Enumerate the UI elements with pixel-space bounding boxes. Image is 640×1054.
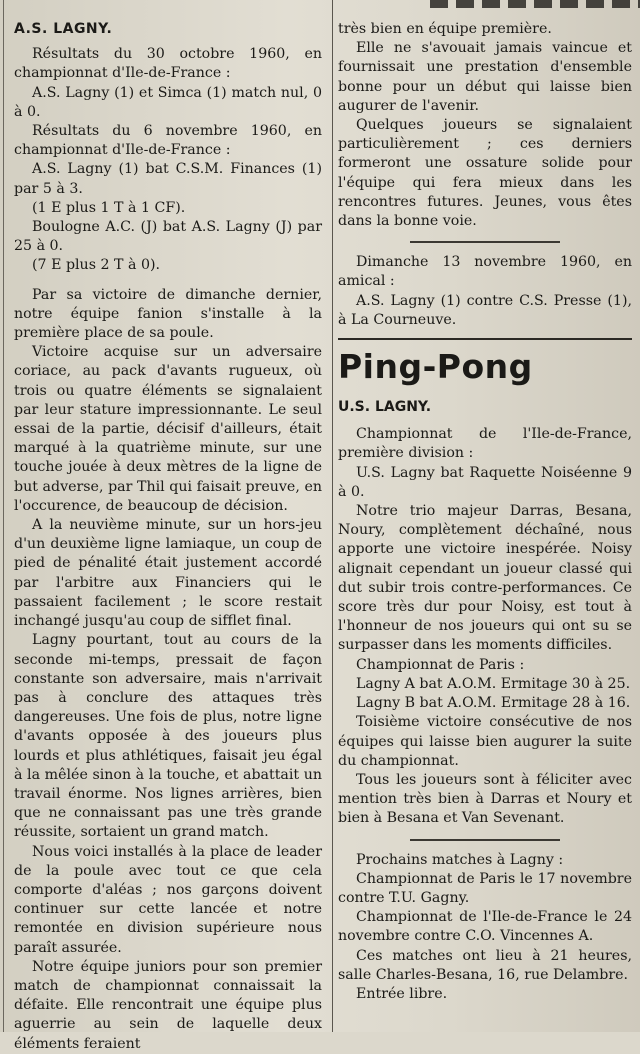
result-paragraph: Boulogne A.C. (J) bat A.S. Lagny (J) par 25 à 0. xyxy=(14,219,322,255)
left-column-rule xyxy=(3,0,4,1032)
section-title: Ping-Pong xyxy=(338,347,533,387)
pp-upcoming-paragraph: Entrée libre. xyxy=(356,985,448,1002)
article-paragraph: Notre équipe juniors pour son premier match de championnat connaissait la défaite. Elle rencontrait une équipe plus aguerrie au sein de laquelle deux éléments feraient xyxy=(14,958,322,1052)
pp-upcoming-paragraph: Prochains matches à Lagny : xyxy=(356,851,564,868)
article-paragraph: Nous voici installés à la place de leader de la poule avec tout ce que cela comporte d'aléas ; nos garçons doivent continuer sur cette lancée et notre remontée en division supérieure nous paraît assurée. xyxy=(14,843,322,956)
result-paragraph: (7 E plus 2 T à 0). xyxy=(32,257,161,274)
spacer xyxy=(14,276,322,286)
article-paragraph: Quelques joueurs se signalaient particulièrement ; ces derniers formeront une ossature solide pour l'équipe qui fera mieux dans les rencontres futures. Jeunes, vous êtes dans la bonne voie. xyxy=(338,117,632,230)
pp-paragraph: Championnat de l'Ile-de-France, première division : xyxy=(338,426,632,462)
upcoming-paragraph: A.S. Lagny (1) contre C.S. Presse (1), à La Courneuve. xyxy=(338,292,632,328)
pp-paragraph: Championnat de Paris : xyxy=(356,656,525,673)
pp-paragraph: Toisième victoire consécutive de nos équipes qui laisse bien augurer la suite du championnat. xyxy=(338,714,632,769)
pp-paragraph: Tous les joueurs sont à féliciter avec mention très bien à Darras et Noury et bien à Besana et Van Sevenant. xyxy=(338,771,632,827)
result-paragraph: A.S. Lagny (1) bat C.S.M. Finances (1) par 5 à 3. xyxy=(14,161,322,197)
article-continuation: très bien en équipe première. xyxy=(338,21,552,37)
pp-upcoming-paragraph: Ces matches ont lieu à 21 heures, salle Charles-Besana, 16, rue Delambre. xyxy=(338,947,632,983)
article-paragraph: Elle ne s'avouait jamais vaincue et fournissait une prestation d'ensemble bonne pour un début qui laisse bien augurer de l'avenir. xyxy=(338,40,632,114)
pp-paragraph: Lagny A bat A.O.M. Ermitage 30 à 25. xyxy=(356,675,631,692)
result-paragraph: A.S. Lagny (1) et Simca (1) match nul, 0 à 0. xyxy=(14,84,322,120)
article-paragraph: Par sa victoire de dimanche dernier, notre équipe fanion s'installe à la première place de sa poule. xyxy=(14,286,322,342)
left-column xyxy=(14,20,322,1054)
result-paragraph: Résultats du 6 novembre 1960, en championnat d'Ile-de-France : xyxy=(14,123,322,159)
section-rule xyxy=(338,338,632,340)
result-paragraph: Résultats du 30 octobre 1960, en championnat d'Ile-de-France : xyxy=(14,46,322,82)
article-paragraph: Victoire acquise sur un adversaire coriace, au pack d'avants rugueux, où trois ou quatre éléments se signalaient par leur stature impressionnante. Le seul essai de la partie, décisif d'ailleurs, était marqué à la quatrième minute, sur une touche jouée à deux mètres de la ligne de but adverse, par Thil qui faisait preuve, en l'occurence, de beaucoup de décision. xyxy=(14,344,322,514)
pp-paragraph: Lagny B bat A.O.M. Ermitage 28 à 16. xyxy=(356,695,631,712)
pp-upcoming-paragraph: Championnat de Paris le 17 novembre contre T.U. Gagny. xyxy=(338,870,632,906)
right-column xyxy=(338,20,632,1004)
result-paragraph: (1 E plus 1 T à 1 CF). xyxy=(32,199,186,216)
pp-paragraph: U.S. Lagny bat Raquette Noiséenne 9 à 0. xyxy=(338,464,632,500)
pp-upcoming-paragraph: Championnat de l'Ile-de-France le 24 novembre contre C.O. Vincennes A. xyxy=(338,909,632,945)
masthead-ink xyxy=(430,0,640,8)
pp-paragraph: Notre trio majeur Darras, Besana, Noury, complètement déchaîné, nous apporte une victoire inespérée. Noisy alignait cependant un joueur classé qui dut subir trois contre-performances. Ce score très dur pour Noisy, est tout à l'honneur de nos joueurs qui ont su se surpasser dans les moments difficiles. xyxy=(338,503,632,654)
upcoming-paragraph: Dimanche 13 novembre 1960, en amical : xyxy=(338,254,632,290)
center-column-rule xyxy=(332,0,333,1032)
club-heading: U.S. LAGNY. xyxy=(338,399,432,416)
club-heading: A.S. LAGNY. xyxy=(14,21,113,37)
top-masthead-fragment xyxy=(0,0,640,12)
section-divider xyxy=(410,839,560,841)
article-paragraph: Lagny pourtant, tout au cours de la seconde mi-temps, pressait de façon constante son adversaire, mais n'arrivait pas à conclure des attaques très dangereuses. Une fois de plus, notre ligne d'avants opposée à des joueurs plus lourds et plus athlétiques, faisait jeu égal à la mêlée sinon à la touche, et abattait un travail énorme. Nos lignes arrières, bien que ne connaissant pas une très grande réussite, sortaient un grand match. xyxy=(14,632,322,841)
section-divider xyxy=(410,241,560,243)
article-paragraph: A la neuvième minute, sur un hors-jeu d'un deuxième ligne lamiaque, un coup de pied de pénalité était justement accordé par l'arbitre aux Financiers qui le passaient facilement ; le score restait inchangé jusqu'au coup de sifflet final. xyxy=(14,517,322,630)
